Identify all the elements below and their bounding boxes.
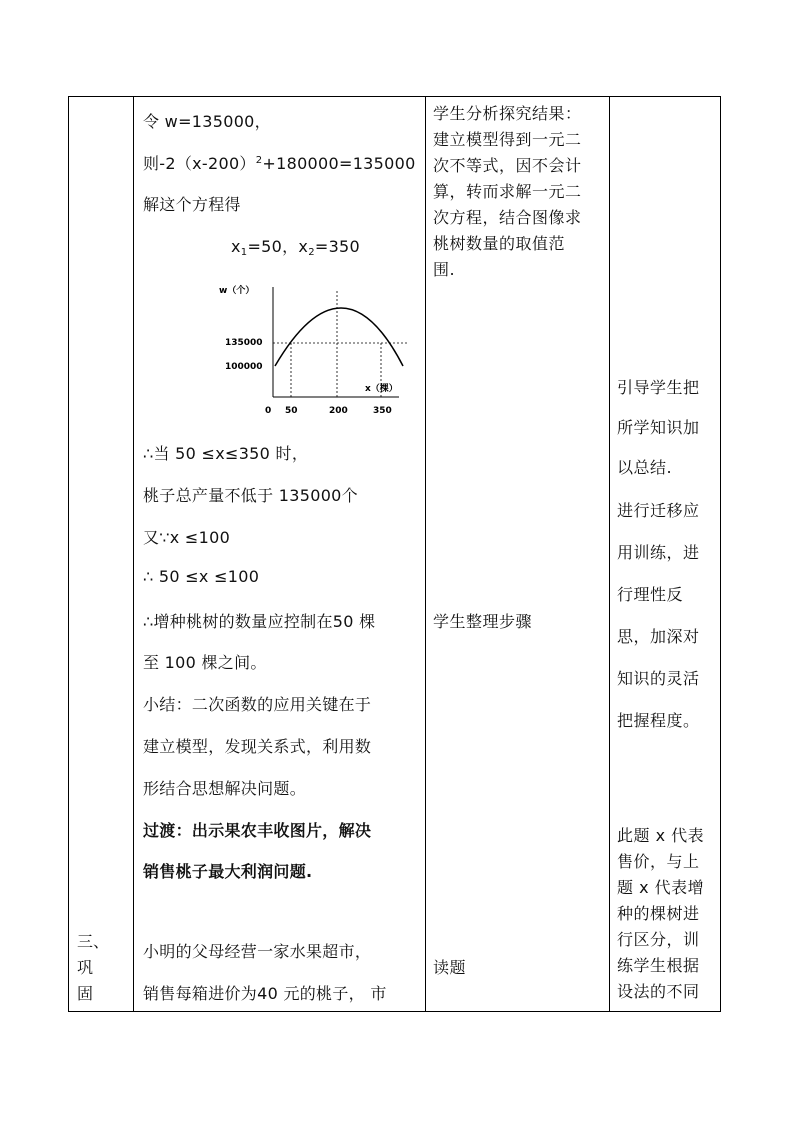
intent-line: 行理性反 (617, 585, 684, 604)
solutions-line (231, 234, 360, 258)
activity-line: 次方程，结合图像求 (433, 208, 582, 227)
activity-line: 学生分析探究结果： (433, 104, 582, 123)
equation-part: +180000=135000 (262, 154, 416, 173)
lesson-table (68, 96, 721, 1012)
student-activity-cell (425, 97, 609, 1011)
intent-line: 以总结. (617, 458, 673, 477)
var: x (231, 237, 241, 256)
intent-line: 行区分，训 (617, 930, 700, 949)
x-tick-350: 350 (373, 406, 392, 416)
y-tick-100000: 100000 (225, 362, 263, 372)
intent-line: 售价，与上 (617, 852, 700, 871)
parabola-curve (275, 308, 403, 366)
intent-line: 思，加深对 (617, 627, 700, 646)
intent-line: 把握程度。 (617, 711, 700, 730)
transition-line: 过渡：出示果农丰收图片，解决 (143, 821, 372, 840)
var: x (298, 237, 309, 256)
x-axis-label: x（棵） (365, 384, 398, 394)
problem-line: 小明的父母经营一家水果超市， (143, 942, 372, 961)
content-line: ∴ 50 ≤x ≤100 (143, 567, 260, 586)
activity-line: 次不等式，因不会计 (433, 156, 582, 175)
equation-line (143, 151, 416, 174)
summary-line: 建立模型，发现关系式，利用数 (143, 737, 372, 756)
value: =350 (314, 237, 361, 256)
content-line: ∴增种桃树的数量应控制在50 棵 (143, 612, 376, 631)
activity-line: 算，转而求解一元二 (433, 182, 582, 201)
content-line: 至 100 棵之间。 (143, 653, 267, 672)
y-axis-label: w（个） (219, 286, 255, 296)
activity-line: 学生整理步骤 (433, 612, 533, 631)
content-line: 解这个方程得 (143, 195, 241, 214)
x-tick-50: 50 (285, 406, 298, 416)
content-line: 桃子总产量不低于 135000个 (143, 486, 358, 505)
content-line: ∴当 50 ≤x≤350 时， (143, 444, 309, 463)
activity-line: 桃树数量的取值范 (433, 234, 566, 253)
intent-line: 引导学生把 (617, 378, 700, 397)
x-tick-200: 200 (329, 406, 348, 416)
intent-line: 题 x 代表增 (617, 878, 705, 897)
content-line: 令 w=135000， (143, 112, 271, 131)
intent-line: 此题 x 代表 (617, 826, 705, 845)
y-tick-135000: 135000 (225, 338, 263, 348)
content-line: 又∵x ≤100 (143, 528, 231, 547)
x-tick-0: 0 (265, 406, 272, 416)
intent-line: 练学生根据 (617, 956, 700, 975)
intent-line: 种的棵树进 (617, 904, 700, 923)
subscript: 1 (240, 247, 248, 258)
activity-line: 围. (433, 260, 456, 279)
intent-line: 所学知识加 (617, 418, 700, 437)
section-char-1: 巩 (77, 958, 94, 977)
section-char-2: 固 (77, 984, 94, 1003)
activity-line: 读题 (433, 958, 467, 977)
activity-line: 建立模型得到一元二 (433, 130, 582, 149)
intent-line: 知识的灵活 (617, 669, 700, 688)
exponent: 2 (255, 155, 263, 166)
parabola-graph (209, 277, 409, 417)
section-label-cell (69, 97, 133, 1011)
intent-line: 用训练，进 (617, 543, 700, 562)
equation-part: 则-2（x-200） (143, 154, 256, 173)
summary-line: 小结：二次函数的应用关键在于 (143, 695, 372, 714)
intent-line: 进行迁移应 (617, 501, 700, 520)
summary-line: 形结合思想解决问题。 (143, 779, 307, 798)
teaching-content-cell (133, 97, 425, 1011)
section-number: 三、 (77, 932, 110, 951)
subscript: 2 (308, 247, 315, 258)
value: =50， (247, 237, 299, 256)
design-intent-cell (609, 97, 722, 1011)
transition-line: 销售桃子最大利润问题. (143, 862, 313, 881)
problem-line: 销售每箱进价为40 元的桃子， 市 (143, 984, 387, 1003)
intent-line: 设法的不同 (617, 982, 700, 1001)
